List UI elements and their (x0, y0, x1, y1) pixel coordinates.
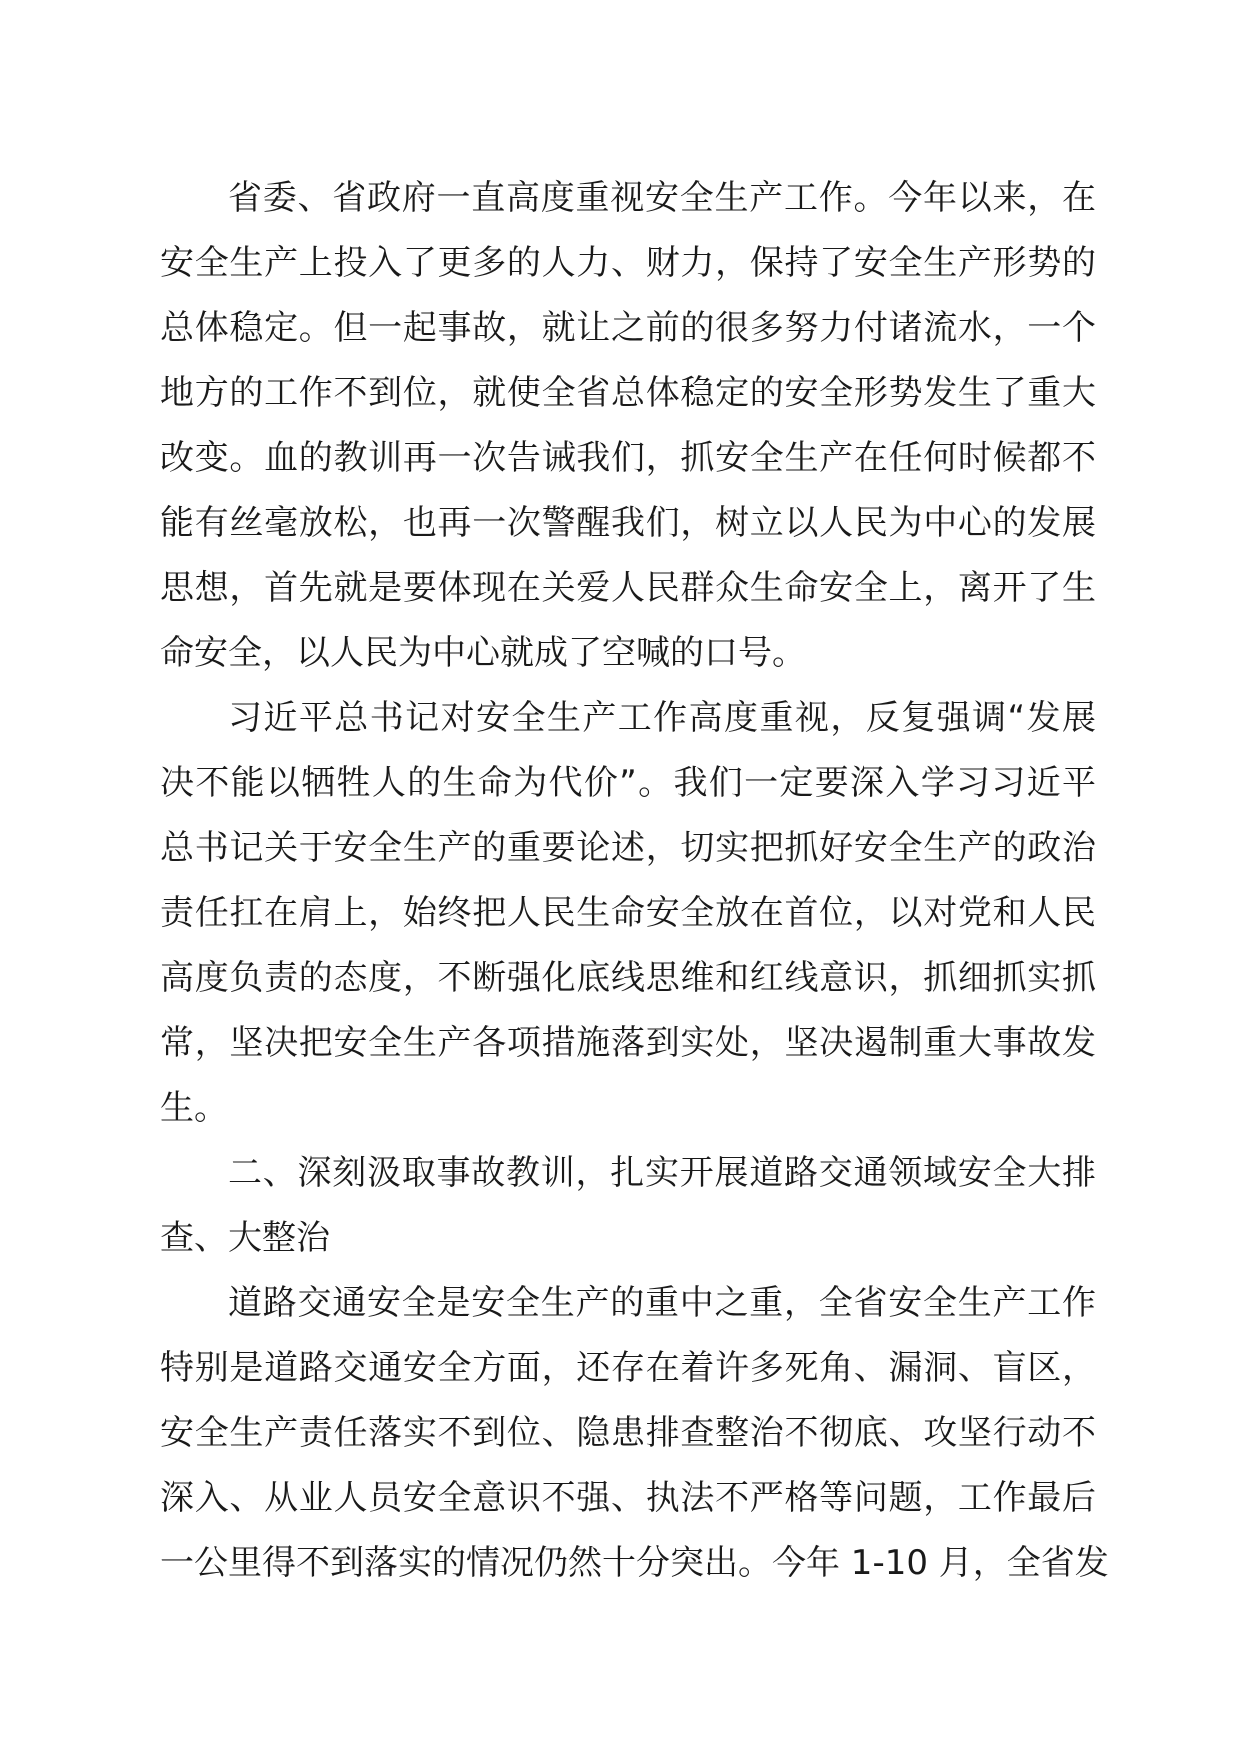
text-line: 能有丝毫放松，也再一次警醒我们，树立以人民为中心的发展 (160, 503, 1096, 543)
text-line: 责任扛在肩上，始终把人民生命安全放在首位，以对党和人民 (160, 893, 1096, 933)
text-line: 安全生产上投入了更多的人力、财力，保持了安全生产形势的 (160, 243, 1096, 283)
text-line: 习近平总书记对安全生产工作高度重视，反复强调“发展 (228, 698, 1096, 738)
text-line: 决不能以牺牲人的生命为代价”。我们一定要深入学习习近平 (160, 763, 1096, 803)
text-line: 二、深刻汲取事故教训，扎实开展道路交通领域安全大排 (228, 1153, 1096, 1193)
text-line: 思想，首先就是要体现在关爱人民群众生命安全上，离开了生 (160, 568, 1096, 608)
text-line: 道路交通安全是安全生产的重中之重，全省安全生产工作 (228, 1283, 1096, 1323)
text-line: 高度负责的态度，不断强化底线思维和红线意识，抓细抓实抓 (160, 958, 1096, 998)
text-line: 总体稳定。但一起事故，就让之前的很多努力付诸流水，一个 (160, 308, 1096, 348)
text-line: 地方的工作不到位，就使全省总体稳定的安全形势发生了重大 (160, 373, 1096, 413)
text-line: 命安全，以人民为中心就成了空喊的口号。 (160, 633, 806, 673)
text-line: 查、大整治 (160, 1218, 330, 1258)
paragraph (160, 1271, 1109, 1596)
text-line: 安全生产责任落实不到位、隐患排查整治不彻底、攻坚行动不 (160, 1413, 1096, 1453)
text-line: 深入、从业人员安全意识不强、执法不严格等问题，工作最后 (160, 1478, 1096, 1518)
text-line: 省委、省政府一直高度重视安全生产工作。今年以来，在 (228, 178, 1096, 218)
paragraph (160, 166, 1096, 686)
text-line: 总书记关于安全生产的重要论述，切实把抓好安全生产的政治 (160, 828, 1096, 868)
text-line: 生。 (160, 1088, 228, 1128)
text-line: 一公里得不到落实的情况仍然十分突出。今年 1-10 月，全省发 (160, 1543, 1109, 1583)
text-line: 常，坚决把安全生产各项措施落到实处，坚决遏制重大事故发 (160, 1023, 1096, 1063)
paragraph (160, 686, 1096, 1141)
text-line: 改变。血的教训再一次告诫我们，抓安全生产在任何时候都不 (160, 438, 1096, 478)
document-body (160, 166, 1109, 1596)
text-line: 特别是道路交通安全方面，还存在着许多死角、漏洞、盲区， (160, 1348, 1096, 1388)
section-heading (160, 1141, 1096, 1271)
